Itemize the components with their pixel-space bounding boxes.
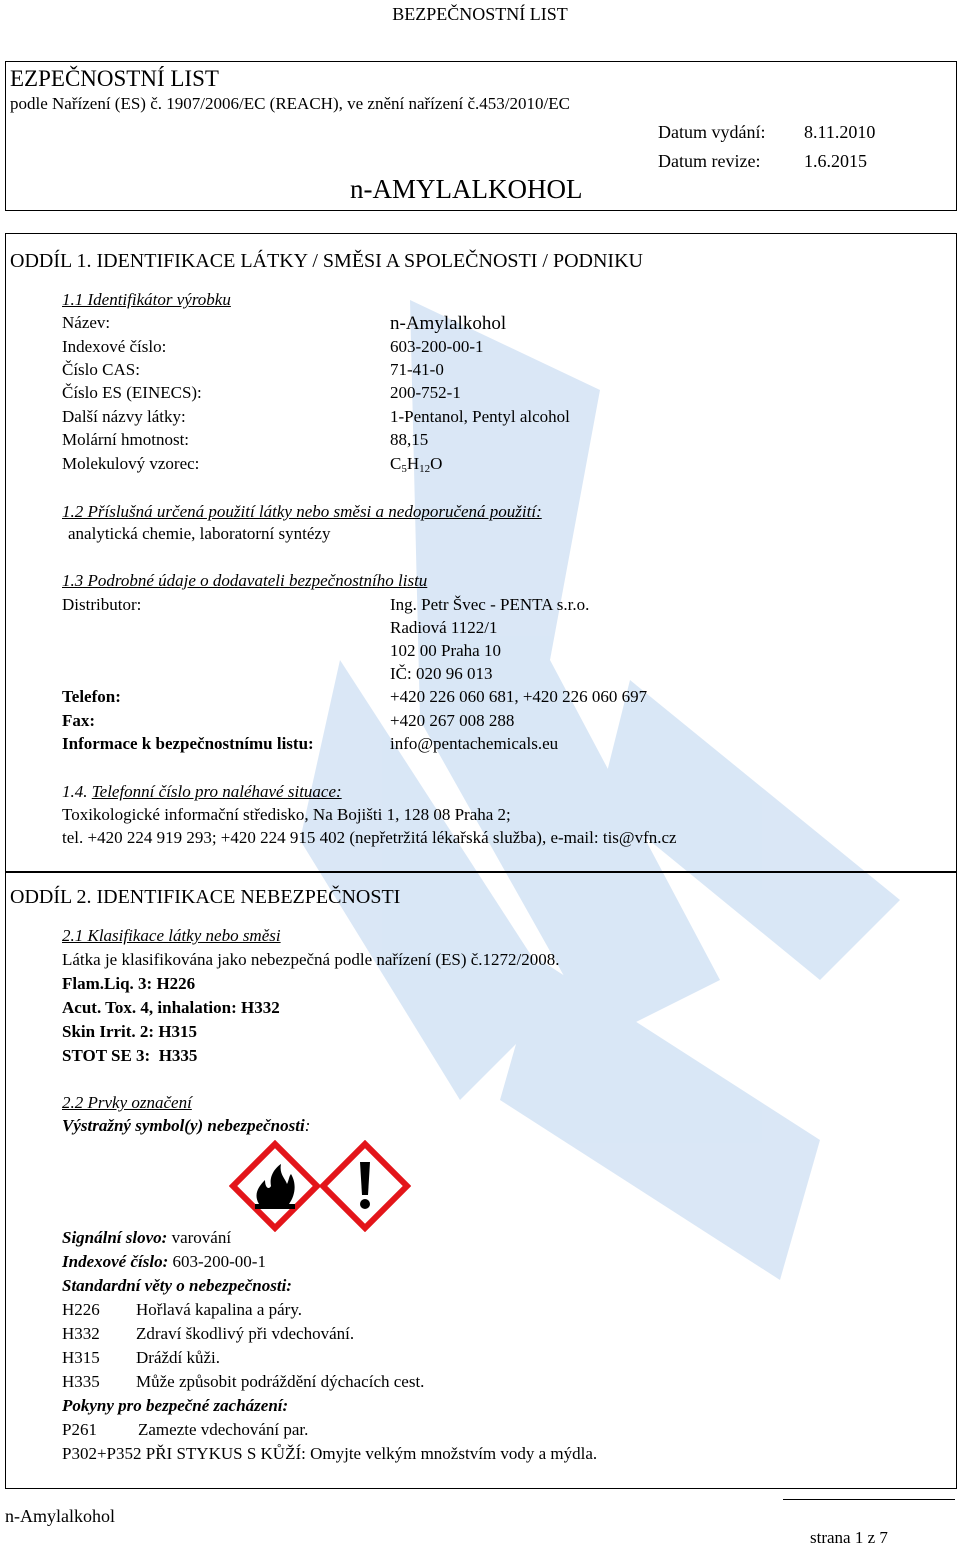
cas-label: Číslo CAS: — [62, 360, 140, 379]
molar-value: 88,15 — [390, 430, 429, 449]
s11-title: 1.1 Identifikátor výrobku — [62, 290, 231, 309]
name-value: n-Amylalkohol — [390, 313, 507, 334]
es-value: 200-752-1 — [390, 383, 461, 402]
regulation-line: podle Nařízení (ES) č. 1907/2006/EC (REACH), ve znění nařízení č.453/2010/EC — [10, 94, 570, 113]
other-names-label: Další názvy látky: — [62, 407, 186, 426]
signal-word: Signální slovo: varování — [62, 1228, 232, 1247]
footer-rule — [783, 1499, 955, 1500]
precaution-heading: Pokyny pro bezpečné zacházení: — [62, 1396, 289, 1415]
page-number: strana 1 z 7 — [810, 1528, 888, 1547]
fax-label: Fax: — [62, 711, 96, 730]
phone-value: +420 226 060 681, +420 226 060 697 — [390, 687, 648, 706]
s13-title: 1.3 Podrobné údaje o dodavateli bezpečnostního listu — [62, 571, 428, 590]
footer-product: n-Amylalkohol — [5, 1506, 115, 1526]
document-title: EZPEČNOSTNÍ LIST — [10, 66, 219, 91]
s2-index: Indexové číslo: 603-200-00-1 — [62, 1252, 266, 1271]
revision-value: 1.6.2015 — [804, 151, 867, 171]
precaution-text: Zamezte vdechování par. — [138, 1420, 309, 1439]
s21-title: 2.1 Klasifikace látky nebo směsi — [62, 926, 281, 945]
hazard-text: Zdraví škodlivý při vdechování. — [136, 1324, 355, 1343]
molar-label: Molární hmotnost: — [62, 430, 190, 449]
s22-title: 2.2 Prvky označení — [62, 1093, 192, 1112]
section2-heading: ODDÍL 2. IDENTIFIKACE NEBEZPEČNOSTI — [10, 886, 401, 908]
other-names-value: 1-Pentanol, Pentyl alcohol — [390, 407, 570, 426]
issue-label: Datum vydání: — [658, 122, 766, 142]
product-title: n-AMYLALKOHOL — [350, 174, 583, 204]
info-email-link[interactable]: info@pentachemicals.eu — [390, 734, 559, 753]
distributor-line: IČ: 020 96 013 — [390, 664, 493, 683]
formula-label: Molekulový vzorec: — [62, 454, 200, 473]
hazard-heading: Standardní věty o nebezpečnosti: — [62, 1276, 292, 1295]
index-value: 603-200-00-1 — [390, 337, 484, 356]
section1-heading: ODDÍL 1. IDENTIFIKACE LÁTKY / SMĚSI A SPOLEČNOSTI / PODNIKU — [10, 250, 643, 272]
hazard-text: Dráždí kůži. — [136, 1348, 221, 1367]
distributor-line: 102 00 Praha 10 — [390, 641, 501, 660]
index-label: Indexové číslo: — [62, 337, 167, 356]
classification: Skin Irrit. 2: H315 — [62, 1022, 198, 1041]
precaution-code: P261 — [62, 1420, 97, 1439]
distributor-line: Radiová 1122/1 — [390, 618, 498, 637]
flame-icon — [229, 1140, 321, 1232]
s21-text: Látka je klasifikována jako nebezpečná podle nařízení (ES) č.1272/2008. — [62, 950, 560, 969]
revision-label: Datum revize: — [658, 151, 761, 171]
classification: Flam.Liq. 3: H226 — [62, 974, 196, 993]
fax-value: +420 267 008 288 — [390, 711, 515, 730]
distributor-line: Ing. Petr Švec - PENTA s.r.o. — [390, 595, 590, 614]
s14-line2: tel. +420 224 919 293; +420 224 915 402 (nepřetržitá lékařská služba), e-mail: tis@vfn.cz — [62, 828, 677, 847]
cas-value: 71-41-0 — [390, 360, 444, 379]
distributor-label: Distributor: — [62, 595, 142, 614]
exclamation-icon — [319, 1140, 411, 1232]
info-label: Informace k bezpečnostnímu listu: — [62, 734, 314, 753]
hazard-text: Může způsobit podráždění dýchacích cest. — [136, 1372, 425, 1391]
hazard-code: H335 — [62, 1372, 100, 1391]
formula-value: $C_5H_{12}O$ — [390, 454, 443, 475]
classification: Acut. Tox. 4, inhalation: H332 — [62, 998, 280, 1017]
es-label: Číslo ES (EINECS): — [62, 383, 202, 402]
hazard-code: H332 — [62, 1324, 100, 1343]
phone-label: Telefon: — [62, 687, 121, 706]
running-header: BEZPEČNOSTNÍ LIST — [392, 4, 568, 24]
hazard-code: H226 — [62, 1300, 100, 1319]
s14-heading: 1.4. Telefonní číslo pro naléhavé situace: — [62, 782, 342, 801]
s12-title: 1.2 Příslušná určená použití látky nebo směsi a nedoporučená použití: — [62, 502, 542, 521]
classification: STOT SE 3: H335 — [62, 1046, 198, 1065]
hazard-code: H315 — [62, 1348, 100, 1367]
s12-text: analytická chemie, laboratorní syntézy — [68, 524, 331, 543]
hazard-text: Hořlavá kapalina a páry. — [136, 1300, 302, 1319]
precaution-p302: P302+P352 PŘI STYKUS S KŮŽÍ: Omyjte velkým množstvím vody a mýdla. — [62, 1444, 598, 1463]
name-label: Název: — [62, 313, 111, 332]
s14-line1: Toxikologické informační středisko, Na Bojišti 1, 128 08 Praha 2; — [62, 805, 511, 824]
issue-value: 8.11.2010 — [804, 122, 876, 142]
symbols-label: Výstražný symbol(y) nebezpečnosti: — [62, 1116, 311, 1135]
